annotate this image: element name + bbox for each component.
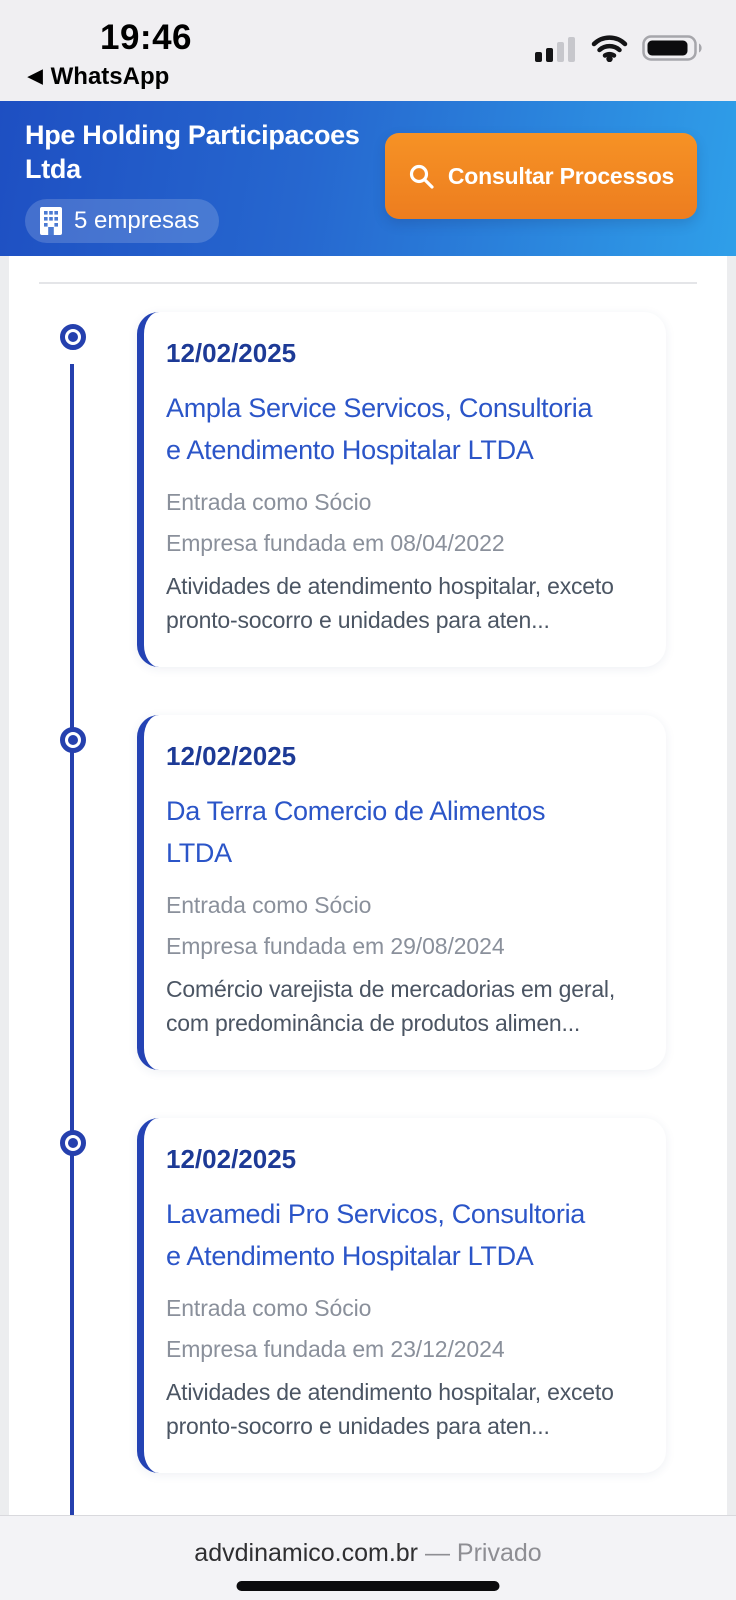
entry-description: Atividades de atendimento hospitalar, exceto pronto-socorro e unidades para aten... xyxy=(166,573,614,633)
consult-processes-label: Consultar Processos xyxy=(447,162,675,189)
page-title xyxy=(25,118,360,186)
timeline-marker-icon xyxy=(60,1130,86,1156)
companies-count-label: 5 empresas xyxy=(74,207,200,234)
clock: 19:46 xyxy=(100,18,193,57)
address-text xyxy=(0,1539,736,1568)
timeline-entry xyxy=(137,715,666,1070)
back-arrow-icon: ◀ xyxy=(28,66,43,87)
battery-icon xyxy=(642,34,704,62)
wifi-icon xyxy=(591,34,628,62)
building-icon xyxy=(39,207,63,235)
url-host: advdinamico.com.br xyxy=(194,1539,419,1567)
company-card[interactable] xyxy=(137,1118,666,1473)
entry-founded: Empresa fundada em 08/04/2022 xyxy=(166,530,505,556)
entry-description: Atividades de atendimento hospitalar, exceto pronto-socorro e unidades para aten... xyxy=(166,1379,614,1439)
status-right-cluster xyxy=(535,34,704,62)
entry-role: Entrada como Sócio xyxy=(166,489,372,515)
company-card[interactable] xyxy=(137,715,666,1070)
entry-description: Comércio varejista de mercadorias em geral, com predominância de produtos alimen... xyxy=(166,976,616,1036)
entry-date: 12/02/2025 xyxy=(166,338,297,368)
company-name-link[interactable]: Da Terra Comercio de Alimentos LTDA xyxy=(166,796,546,868)
company-name-link[interactable]: Lavamedi Pro Servicos, Consultoria e Atendimento Hospitalar LTDA xyxy=(166,1199,585,1271)
company-name-link[interactable]: Ampla Service Servicos, Consultoria e Atendimento Hospitalar LTDA xyxy=(166,393,593,465)
back-to-whatsapp-link[interactable] xyxy=(28,63,192,91)
timeline-line xyxy=(70,364,74,1600)
company-card[interactable] xyxy=(137,312,666,667)
privacy-label: — Privado xyxy=(418,1539,542,1567)
entry-date: 12/02/2025 xyxy=(166,1144,297,1174)
company-timeline xyxy=(9,312,727,1543)
page-title-line1: Hpe Holding Participacoes xyxy=(25,120,360,150)
entry-role: Entrada como Sócio xyxy=(166,1295,372,1321)
entry-date: 12/02/2025 xyxy=(166,741,297,771)
company-header xyxy=(0,101,736,256)
safari-address-bar[interactable] xyxy=(0,1515,736,1600)
timeline-marker-icon xyxy=(60,727,86,753)
status-left-cluster xyxy=(28,18,192,91)
entry-role: Entrada como Sócio xyxy=(166,892,372,918)
timeline-entry xyxy=(137,1118,666,1473)
consult-processes-button[interactable] xyxy=(385,133,697,219)
signal-icon xyxy=(535,34,577,62)
companies-count-badge xyxy=(25,199,219,243)
entry-founded: Empresa fundada em 29/08/2024 xyxy=(166,933,505,959)
status-bar xyxy=(0,0,736,101)
entry-founded: Empresa fundada em 23/12/2024 xyxy=(166,1336,505,1362)
back-app-label: WhatsApp xyxy=(50,63,170,90)
timeline-panel xyxy=(9,256,727,1600)
top-divider xyxy=(39,282,697,284)
home-indicator[interactable] xyxy=(237,1581,500,1591)
header-left xyxy=(25,118,360,256)
timeline-marker-icon xyxy=(60,324,86,350)
search-icon xyxy=(408,163,435,190)
timeline-entry xyxy=(137,312,666,667)
page-title-line2: Ltda xyxy=(25,154,81,184)
